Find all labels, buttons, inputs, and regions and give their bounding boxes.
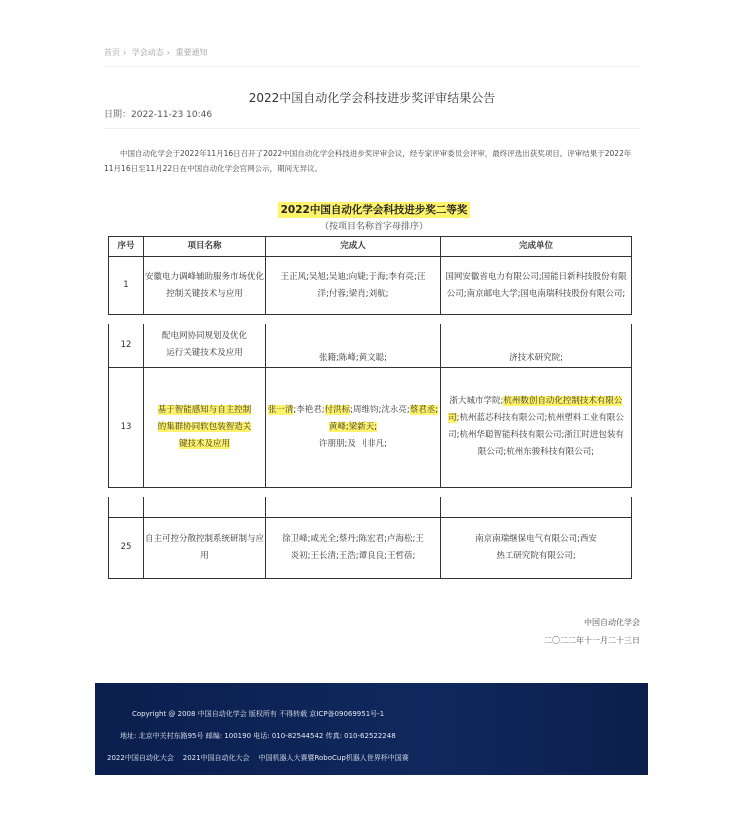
cell-people: 张一清;李艳君;付洪标;周维钧;沈永亮;蔡君丞;黄峰;梁新天; 许朋朋;及 刂非凡; — [266, 367, 441, 487]
footer-address: 地址: 北京中关村东路95号 邮编: 100190 电话: 010-82544542 传真: 010-62522248 — [120, 732, 396, 740]
table-row — [109, 367, 632, 487]
header-people: 完成人 — [266, 237, 441, 257]
table-header-row — [109, 237, 632, 257]
cell-no: 13 — [109, 367, 144, 487]
table-row — [109, 517, 632, 578]
divider — [104, 128, 640, 129]
header-no: 序号 — [109, 237, 144, 257]
header-name: 项目名称 — [144, 237, 266, 257]
footer-copyright: Copyright @ 2008 中国自动化学会 版权所有 不得转载 京ICP备09069951号-1 — [132, 710, 385, 718]
results-table-part2 — [108, 324, 632, 488]
cell-units: 济技术研究院; — [441, 324, 632, 367]
award-title: 2022中国自动化学会科技进步奖二等奖 — [0, 198, 748, 217]
cell-people: 王正风;吴旭;吴迪;向婕;于海;李有亮;汪洋;付蓉;梁肖;刘航; — [266, 257, 441, 315]
footer-link[interactable]: 2022中国自动化大会 — [107, 754, 174, 762]
cell-people: 张籍;陈峰;黄文聪; — [266, 324, 441, 367]
breadcrumb-home[interactable]: 首页 — [104, 48, 120, 57]
footer-link[interactable]: 中国机器人大赛暨RoboCup机器人世界杯中国赛 — [258, 754, 409, 762]
footer — [95, 683, 648, 775]
cell-name: 自主可控分散控制系统研制与应用 — [144, 517, 266, 578]
cell-no: 25 — [109, 517, 144, 578]
footer-link[interactable]: 2021中国自动化大会 — [182, 754, 250, 762]
cell-units: 南京南瑞继保电气有限公司;西安热工研究院有限公司; — [441, 517, 632, 578]
cell-name: 安徽电力调峰辅助服务市场优化控制关键技术与应用 — [144, 257, 266, 315]
publish-date: 日期：2022-11-23 10:46 — [104, 110, 213, 120]
header-units: 完成单位 — [441, 237, 632, 257]
breadcrumb: 首页 › 学会动态 › 重要通知 — [104, 48, 208, 57]
signature-org: 中国自动化学会 — [584, 618, 640, 627]
breadcrumb-news[interactable]: 学会动态 — [131, 48, 164, 57]
signature-date: 二〇二二年十一月二十三日 — [544, 636, 640, 645]
cell-no: 1 — [109, 257, 144, 315]
cell-units: 国网安徽省电力有限公司;国能日新科技股份有限公司;南京邮电大学;国电南瑞科技股份有限公司; — [441, 257, 632, 315]
page-title: 2022中国自动化学会科技进步奖评审结果公告 — [248, 91, 496, 105]
results-table-part1 — [108, 236, 632, 315]
breadcrumb-notice[interactable]: 重要通知 — [175, 48, 208, 57]
cell-name: 配电网协同规划及优化运行关键技术及应用 — [144, 324, 266, 367]
table-row — [109, 324, 632, 367]
table-row — [109, 257, 632, 315]
cell-people: 徐卫峰;咸光全;蔡丹;陈宏君;卢海松;王炎初;王长清;王浩;谭良良;王哲蓓; — [266, 517, 441, 578]
divider — [104, 66, 640, 67]
intro-paragraph: 中国自动化学会于2022年11月16日召开了2022中国自动化学会科技进步奖评审会议，经专家评审委员会评审，最终评选出获奖项目。评审结果于2022年11月16日至11月22日在中国自动化学会官网公示，期间无异议。 — [104, 149, 632, 173]
award-subtitle: （按项目名称首字母排序） — [319, 222, 428, 232]
cell-units: 浙大城市学院;杭州数创自动化控制技术有限公司;杭州蓝芯科技有限公司;杭州塑料工业有限公司;杭州华聪智能科技有限公司;浙江时进包装有限公司;杭州东骏科技有限公司; — [441, 367, 632, 487]
table-row-continuation — [109, 497, 632, 517]
results-table-part3 — [108, 497, 632, 579]
footer-links — [107, 753, 409, 763]
cell-name: 基于智能感知与自主控制的集群协同软包装智造关键技术及应用 — [144, 367, 266, 487]
cell-no: 12 — [109, 324, 144, 367]
